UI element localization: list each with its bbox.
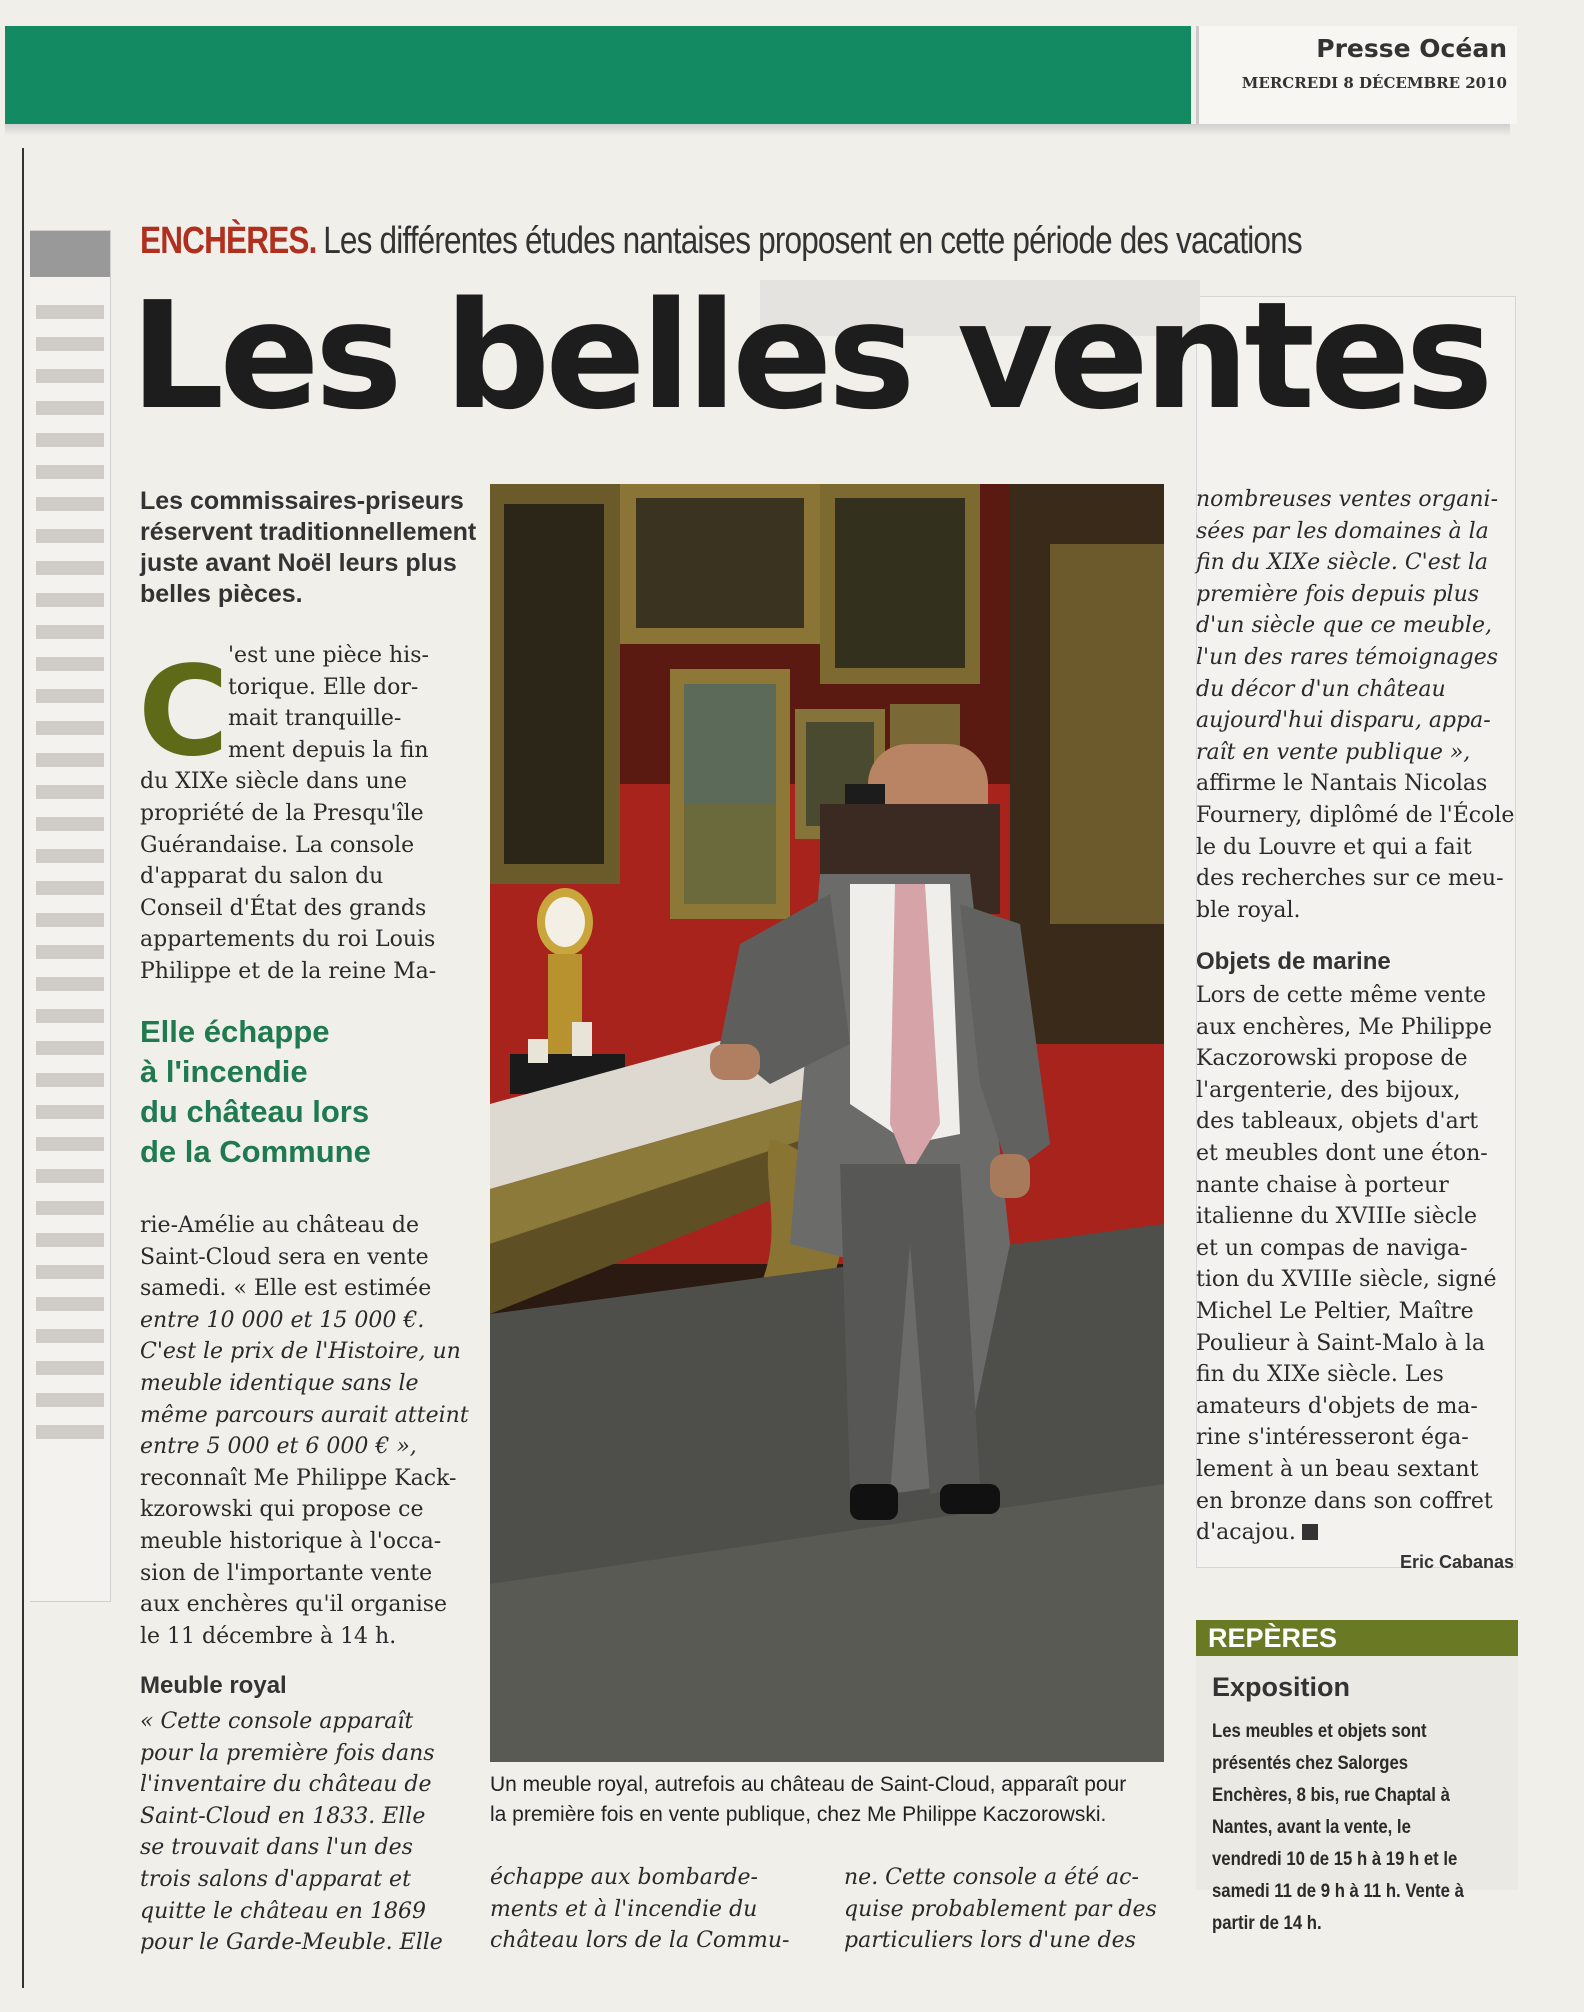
end-mark-icon [1302,1524,1318,1540]
body-column-4b [1196,980,1516,1549]
masthead-shadow [5,124,1510,136]
body-line: ne. Cette console a été ac- [844,1865,1139,1890]
body-line: du décor d'un château [1196,676,1446,702]
drop-cap: C [138,640,230,784]
neighbour-article-left [30,230,111,1602]
body-line: Poulieur à Saint-Malo à la [1196,1330,1486,1356]
subhead-meuble-royal: Meuble royal [140,1672,287,1699]
body-line: rie-Amélie au château de [140,1213,419,1238]
body-line: Conseil d'État des grands [140,895,427,921]
body-line: se trouvait dans l'un des [140,1835,413,1861]
body-line: mait tranquille- [228,706,402,732]
kicker-text: Les différentes études nantaises proposent en cette période des vacations [323,220,1302,262]
body-column-1c [140,1706,460,1959]
body-line: ment depuis la fin [228,737,429,763]
body-column-3 [844,1862,1164,1957]
body-line: particuliers lors d'une des [844,1928,1136,1954]
body-line: fin du XIXe siècle. Les [1196,1362,1444,1388]
masthead-box [1196,26,1517,124]
body-line: quise probablement par des [844,1896,1157,1922]
body-line: Philippe et de la reine Ma- [140,958,437,984]
expo-line: présentés chez Salorges [1212,1753,1409,1774]
body-line: d'apparat du salon du [140,864,384,890]
body-line: lement à un beau sextant [1196,1456,1479,1482]
pullquote-line: du château lors [140,1094,370,1129]
body-line: même parcours aurait atteint [140,1402,469,1428]
body-line: samedi. « Elle est estimée [140,1276,432,1302]
body-line: et meubles dont une éton- [1196,1140,1488,1166]
body-line: Kaczorowski propose de [1196,1046,1468,1072]
body-line: première fois depuis plus [1196,581,1480,607]
body-line: propriété de la Presqu'île [140,800,424,826]
expo-line: Enchères, 8 bis, rue Chaptal à [1212,1785,1450,1806]
body-line: l'un des rares témoignages [1196,644,1499,670]
kicker-label: ENCHÈRES. [140,220,317,262]
kicker [140,220,1302,263]
body-line: affirme le Nantais Nicolas [1196,771,1488,797]
body-line: Michel Le Peltier, Maître [1196,1298,1474,1324]
reperes-box [1196,1620,1518,1934]
body-line: nombreuses ventes organi- [1196,487,1499,512]
body-line: Guérandaise. La console [140,832,415,858]
body-line: et un compas de naviga- [1196,1235,1468,1261]
body-line: en bronze dans son coffret [1196,1488,1493,1514]
reperes-header: REPÈRES [1196,1620,1518,1656]
exposition-title: Exposition [1212,1672,1351,1702]
body-line: sion de l'importante vente [140,1560,433,1586]
expo-line: samedi 11 de 9 h à 11 h. Vente à [1212,1881,1464,1902]
body-line-text: d'acajou. [1196,1520,1296,1546]
body-line: l'argenterie, des bijoux, [1196,1077,1461,1103]
body-column-1a [140,640,460,988]
body-line: entre 10 000 et 15 000 €. [140,1307,425,1333]
pull-quote [140,1012,460,1172]
body-line: Fournery, diplômé de l'École [1196,802,1515,828]
caption-line: la première fois en vente publique, chez Me Philippe Kaczorowski. [490,1803,1107,1826]
body-line: échappe aux bombarde- [490,1865,758,1890]
headline: Les belles ventes [130,270,1489,442]
lead-paragraph [140,486,477,610]
expo-line: partir de 14 h. [1212,1913,1322,1934]
caption-line: Un meuble royal, autrefois au château de Saint-Cloud, apparaît pour [490,1773,1127,1796]
body-line: entre 5 000 et 6 000 € », [140,1434,417,1460]
body-line: kzorowski qui propose ce [140,1497,424,1523]
article-photo [490,484,1164,1762]
body-line: raît en vente publique », [1196,739,1471,765]
body-line: des recherches sur ce meu- [1196,866,1504,892]
body-line: ble royal. [1196,897,1301,923]
body-line: Saint-Cloud en 1833. Elle [140,1803,426,1829]
subhead-objets-de-marine: Objets de marine [1196,948,1391,975]
expo-line: vendredi 10 de 15 h à 19 h et le [1212,1849,1458,1870]
body-line: appartements du roi Louis [140,927,436,953]
body-line: Saint-Cloud sera en vente [140,1244,429,1270]
body-line: château lors de la Commu- [490,1928,790,1954]
body-column-4a [1196,484,1516,926]
issue-date: MERCREDI 8 DÉCEMBRE 2010 [1241,74,1507,92]
body-line: nante chaise à porteur [1196,1172,1449,1198]
body-line: d'un siècle que ce meuble, [1196,613,1492,639]
body-line: 'est une pièce his- [228,643,429,668]
page-margin-rule [22,148,24,1988]
lead-line: réservent traditionnellement [140,518,477,546]
body-line: fin du XIXe siècle. C'est la [1196,550,1488,576]
body-line: Lors de cette même vente [1196,983,1487,1008]
body-line: meuble historique à l'occa- [140,1528,442,1554]
body-line: sées par les domaines à la [1196,518,1489,544]
body-line: des tableaux, objets d'art [1196,1109,1479,1135]
body-line: C'est le prix de l'Histoire, un [140,1339,461,1365]
newspaper-name: Presse Océan [1316,34,1507,63]
pullquote-line: Elle échappe [140,1014,330,1049]
pullquote-line: à l'incendie [140,1054,308,1089]
pullquote-line: de la Commune [140,1134,371,1169]
author-byline: Eric Cabanas [1399,1552,1514,1572]
body-line: aux enchères, Me Philippe [1196,1014,1493,1040]
body-line: torique. Elle dor- [228,674,419,700]
expo-line: Nantes, avant la vente, le [1212,1817,1411,1838]
body-line: amateurs d'objets de ma- [1196,1393,1478,1419]
masthead-color-band [5,26,1191,124]
body-line: ments et à l'incendie du [490,1896,758,1922]
lead-line: juste avant Noël leurs plus [140,549,457,577]
exposition-text [1212,1716,1512,1940]
body-line: trois salons d'apparat et [140,1866,411,1892]
body-column-1b [140,1210,469,1652]
lead-line: Les commissaires-priseurs [140,487,464,515]
body-line: aujourd'hui disparu, appa- [1196,708,1491,734]
body-line: italienne du XVIIIe siècle [1196,1204,1478,1230]
body-line: reconnaît Me Philippe Kack- [140,1465,457,1491]
body-line: le 11 décembre à 14 h. [140,1623,397,1649]
body-line: pour la première fois dans [140,1740,435,1766]
body-line: pour le Garde-Meuble. Elle [140,1930,443,1956]
body-column-2 [490,1862,810,1957]
body-line: tion du XVIIIe siècle, signé [1196,1267,1497,1293]
body-line: meuble identique sans le [140,1370,419,1396]
neighbour-tag [30,231,110,277]
expo-line: Les meubles et objets sont [1212,1721,1427,1742]
body-line-last [1196,1517,1516,1549]
body-line: « Cette console apparaît [140,1709,414,1734]
body-line: du XIXe siècle dans une [140,769,407,795]
photo-caption [490,1770,1170,1830]
body-line: rine s'intéresseront éga- [1196,1425,1469,1451]
body-line: aux enchères qu'il organise [140,1592,448,1618]
body-line: le du Louvre et qui a fait [1196,834,1472,860]
body-line: l'inventaire du château de [140,1772,432,1798]
lead-line: belles pièces. [140,580,303,608]
body-line: quitte le château en 1869 [140,1898,426,1924]
